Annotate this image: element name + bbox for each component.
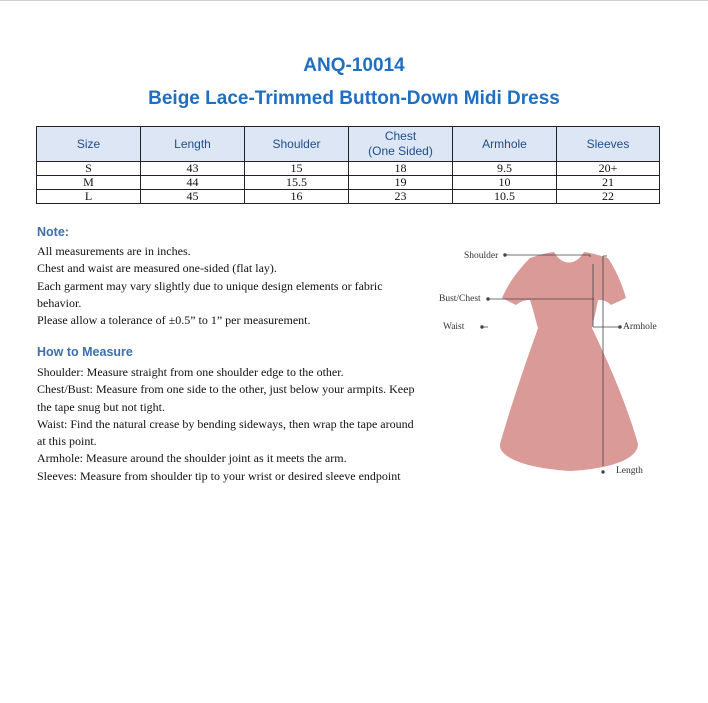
armhole-label: Armhole xyxy=(623,322,657,332)
length-label: Length xyxy=(616,466,643,476)
column-header-length: Length xyxy=(141,127,245,162)
table-cell: 43 xyxy=(141,162,245,176)
note-line: All measurements are in inches. xyxy=(37,244,191,258)
dress-illustration xyxy=(430,244,700,494)
how-to-measure-heading: How to Measure xyxy=(37,345,133,359)
dress-silhouette xyxy=(500,252,638,471)
column-header-chest xyxy=(349,127,453,162)
table-header-row xyxy=(37,127,660,162)
table-row xyxy=(37,176,660,190)
column-header-armhole: Armhole xyxy=(453,127,557,162)
table-cell: 18 xyxy=(349,162,453,176)
how-to-line: Shoulder: Measure straight from one shoulder edge to the other. xyxy=(37,365,344,379)
table-cell: M xyxy=(37,176,141,190)
chest-header-subtitle: (One Sided) xyxy=(368,144,433,158)
table-cell: 10.5 xyxy=(453,190,557,204)
top-border-line xyxy=(0,0,708,1)
table-cell: 9.5 xyxy=(453,162,557,176)
table-cell: 22 xyxy=(557,190,660,204)
table-cell: 15.5 xyxy=(245,176,349,190)
note-line: Each garment may vary slightly due to unique design elements or fabric behavior. xyxy=(37,278,383,310)
table-row xyxy=(37,190,660,204)
how-to-line: Waist: Find the natural crease by bending sideways, then wrap the tape around at this point. xyxy=(37,416,414,449)
table-cell: L xyxy=(37,190,141,204)
how-to-line: Armhole: Measure around the shoulder joint as it meets the arm. xyxy=(37,451,347,466)
table-cell: 21 xyxy=(557,176,660,190)
how-to-line: Sleeves: Measure from shoulder tip to your wrist or desired sleeve endpoint xyxy=(37,468,401,483)
measurement-diagram xyxy=(430,244,700,494)
note-line: Please allow a tolerance of ±0.5” to 1” per measurement. xyxy=(37,313,311,328)
note-text xyxy=(37,243,417,329)
table-cell: 45 xyxy=(141,190,245,204)
note-line: Chest and waist are measured one-sided (flat lay). xyxy=(37,261,277,276)
how-to-measure-text xyxy=(37,364,417,485)
table-cell: 44 xyxy=(141,176,245,190)
table-cell: 15 xyxy=(245,162,349,176)
table-row xyxy=(37,162,660,176)
shoulder-label: Shoulder xyxy=(464,251,499,261)
how-to-line: Chest/Bust: Measure from one side to the other, just below your armpits. Keep the tape snug but not tight. xyxy=(37,382,415,414)
table-cell: S xyxy=(37,162,141,176)
chest-header-label: Chest xyxy=(384,129,417,143)
waist-label: Waist xyxy=(443,322,465,332)
table-cell: 19 xyxy=(349,176,453,190)
product-name-title: Beige Lace-Trimmed Button-Down Midi Dress xyxy=(148,88,560,109)
table-cell: 23 xyxy=(349,190,453,204)
note-heading: Note: xyxy=(37,225,69,239)
column-header-size: Size xyxy=(37,127,141,162)
size-chart-table xyxy=(36,126,660,204)
product-sku-title: ANQ-10014 xyxy=(303,55,405,76)
column-header-shoulder: Shoulder xyxy=(245,127,349,162)
table-cell: 10 xyxy=(453,176,557,190)
column-header-sleeves: Sleeves xyxy=(557,127,660,162)
table-cell: 16 xyxy=(245,190,349,204)
bust-label: Bust/Chest xyxy=(439,294,481,304)
table-cell: 20+ xyxy=(557,162,660,176)
